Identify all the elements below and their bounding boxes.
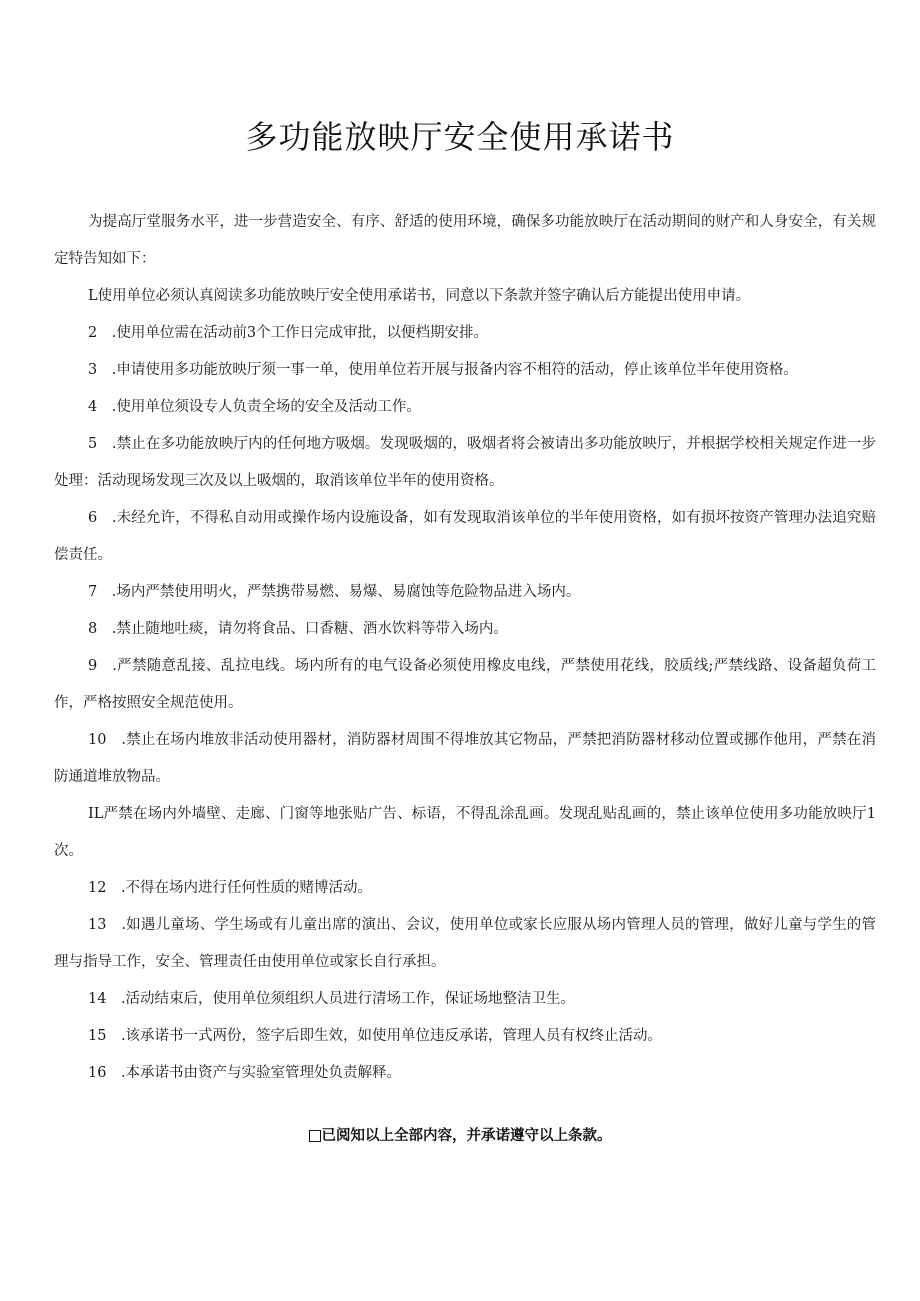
confirm-checkbox[interactable] — [309, 1130, 321, 1142]
rule-item-11: IL严禁在场内外墙壁、走廊、门窗等地张贴广告、标语，不得乱涂乱画。发现乱贴乱画的，禁止该单位使用多功能放映厅1次。 — [54, 806, 876, 859]
rule-item-4: 4 .使用单位须设专人负责全场的安全及活动工作。 — [88, 399, 421, 415]
confirm-text: 已阅知以上全部内容，并承诺遵守以上条款。 — [321, 1128, 612, 1144]
confirmation-line — [0, 1124, 920, 1145]
rule-item-7: 7 .场内严禁使用明火，严禁携带易燃、易爆、易腐蚀等危险物品进入场内。 — [88, 584, 581, 600]
rule-item-8: 8 .禁止随地吐痰，请勿将食品、口香糖、酒水饮料等带入场内。 — [88, 621, 508, 637]
rule-item-1: L使用单位必须认真阅读多功能放映厅安全使用承诺书，同意以下条款并签字确认后方能提出使用申请。 — [88, 288, 751, 304]
rule-item-10: 10 .禁止在场内堆放非活动使用器材，消防器材周围不得堆放其它物品，严禁把消防器材移动位置或挪作他用，严禁在消防通道堆放物品。 — [54, 732, 876, 785]
rule-item-13: 13 .如遇儿童场、学生场或有儿童出席的演出、会议，使用单位或家长应服从场内管理人员的管理，做好儿童与学生的管理与指导工作，安全、管理责任由使用单位或家长自行承担。 — [54, 917, 876, 970]
rule-item-3: 3 .申请使用多功能放映厅须一事一单，使用单位若开展与报备内容不相符的活动，停止该单位半年使用资格。 — [88, 362, 798, 378]
rule-item-9: 9 .严禁随意乱接、乱拉电线。场内所有的电气设备必须使用橡皮电线，严禁使用花线，胶质线;严禁线路、设备超负荷工作，严格按照安全规范使用。 — [54, 658, 876, 711]
document-body — [54, 204, 876, 1092]
rule-item-16: 16 .本承诺书由资产与实验室管理处负责解释。 — [88, 1065, 402, 1081]
intro-paragraph: 为提高厅堂服务水平，进一步营造安全、有序、舒适的使用环境，确保多功能放映厅在活动期间的财产和人身安全，有关规定特告知如下： — [54, 214, 876, 267]
rule-item-14: 14 .活动结束后，使用单位须组织人员进行清场工作，保证场地整洁卫生。 — [88, 991, 576, 1007]
rule-item-12: 12 .不得在场内进行任何性质的赌博活动。 — [88, 880, 373, 896]
document-title: 多功能放映厅安全使用承诺书 — [245, 118, 675, 156]
rule-item-6: 6 .未经允许，不得私自动用或操作场内设施设备，如有发现取消该单位的半年使用资格，如有损坏按资产管理办法追究赔偿责任。 — [54, 510, 876, 563]
rule-item-15: 15 .该承诺书一式两份，签字后即生效，如使用单位违反承诺，管理人员有权终止活动。 — [88, 1028, 663, 1044]
rule-item-2: 2 .使用单位需在活动前3个工作日完成审批，以便档期安排。 — [88, 325, 489, 341]
rule-item-5: 5 .禁止在多功能放映厅内的任何地方吸烟。发现吸烟的，吸烟者将会被请出多功能放映厅，并根据学校相关规定作进一步处理：活动现场发现三次及以上吸烟的，取消该单位半年的使用资格。 — [54, 436, 876, 489]
